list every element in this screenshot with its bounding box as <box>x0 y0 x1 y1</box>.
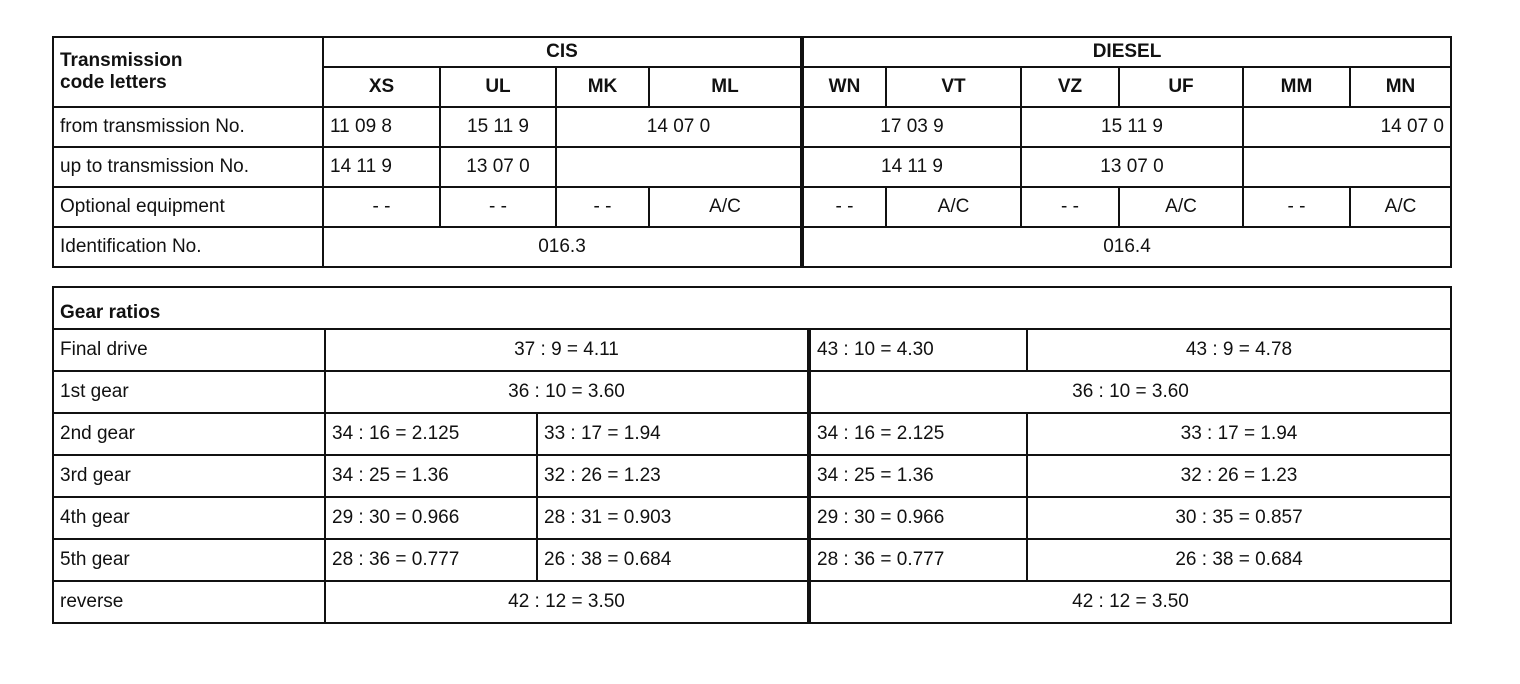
code-ul: UL <box>440 67 556 107</box>
code-xs: XS <box>323 67 440 107</box>
gear-ratios-table <box>52 286 1452 624</box>
cell-value: 32 : 26 = 1.23 <box>537 455 809 497</box>
gear-row-reverse <box>53 581 1451 623</box>
cell-value: 32 : 26 = 1.23 <box>1027 455 1451 497</box>
cell-value: A/C <box>1119 187 1243 227</box>
cell-value: A/C <box>649 187 802 227</box>
cell-value: 15 11 9 <box>1021 107 1243 147</box>
cell-value: 34 : 25 = 1.36 <box>809 455 1027 497</box>
cell-value: 43 : 10 = 4.30 <box>809 329 1027 371</box>
cell-value: - - <box>1021 187 1119 227</box>
code-mm: MM <box>1243 67 1350 107</box>
cell-value: - - <box>802 187 886 227</box>
cell-value: A/C <box>1350 187 1451 227</box>
cell-value: 30 : 35 = 0.857 <box>1027 497 1451 539</box>
code-vt: VT <box>886 67 1021 107</box>
gear-row-3rd <box>53 455 1451 497</box>
gear-row-final-drive <box>53 329 1451 371</box>
row-identification <box>53 227 1451 267</box>
cell-value: 33 : 17 = 1.94 <box>537 413 809 455</box>
cell-value: 34 : 16 = 2.125 <box>325 413 537 455</box>
cell-value: 33 : 17 = 1.94 <box>1027 413 1451 455</box>
header-label-text: Transmission code letters <box>60 50 183 93</box>
cell-value: - - <box>440 187 556 227</box>
row-label: 5th gear <box>53 539 325 581</box>
cell-value <box>1243 147 1451 187</box>
cell-value: 29 : 30 = 0.966 <box>325 497 537 539</box>
cell-value: - - <box>556 187 649 227</box>
header-label <box>53 37 323 107</box>
transmission-spec-table <box>52 36 1452 268</box>
row-up-to-transmission <box>53 147 1451 187</box>
cell-value: 14 11 9 <box>323 147 440 187</box>
row-label: Final drive <box>53 329 325 371</box>
code-vz: VZ <box>1021 67 1119 107</box>
cell-value: 15 11 9 <box>440 107 556 147</box>
row-label: Optional equipment <box>53 187 323 227</box>
cell-value: 42 : 12 = 3.50 <box>325 581 809 623</box>
cell-value: 016.3 <box>323 227 802 267</box>
row-label: Identification No. <box>53 227 323 267</box>
cell-value: 14 07 0 <box>556 107 802 147</box>
gear-row-1st <box>53 371 1451 413</box>
cell-value: 28 : 36 = 0.777 <box>809 539 1027 581</box>
row-label: up to transmission No. <box>53 147 323 187</box>
cell-value: 42 : 12 = 3.50 <box>809 581 1451 623</box>
gear-row-4th <box>53 497 1451 539</box>
row-label: reverse <box>53 581 325 623</box>
group-diesel: DIESEL <box>802 37 1451 67</box>
row-label: 1st gear <box>53 371 325 413</box>
cell-value: 26 : 38 = 0.684 <box>1027 539 1451 581</box>
row-from-transmission <box>53 107 1451 147</box>
gear-ratios-title: Gear ratios <box>53 287 1451 329</box>
cell-value <box>556 147 802 187</box>
code-wn: WN <box>802 67 886 107</box>
cell-value: 17 03 9 <box>802 107 1021 147</box>
row-label: 4th gear <box>53 497 325 539</box>
cell-value: 14 11 9 <box>802 147 1021 187</box>
cell-value: 43 : 9 = 4.78 <box>1027 329 1451 371</box>
row-label: 2nd gear <box>53 413 325 455</box>
code-ml: ML <box>649 67 802 107</box>
cell-value: - - <box>323 187 440 227</box>
row-optional-equipment <box>53 187 1451 227</box>
code-mn: MN <box>1350 67 1451 107</box>
code-mk: MK <box>556 67 649 107</box>
group-cis: CIS <box>323 37 802 67</box>
cell-value: A/C <box>886 187 1021 227</box>
cell-value: 36 : 10 = 3.60 <box>325 371 809 413</box>
cell-value: 13 07 0 <box>1021 147 1243 187</box>
cell-value: 34 : 16 = 2.125 <box>809 413 1027 455</box>
cell-value: 29 : 30 = 0.966 <box>809 497 1027 539</box>
cell-value: 11 09 8 <box>323 107 440 147</box>
cell-value: 34 : 25 = 1.36 <box>325 455 537 497</box>
cell-value: 13 07 0 <box>440 147 556 187</box>
row-label: 3rd gear <box>53 455 325 497</box>
cell-value: 28 : 31 = 0.903 <box>537 497 809 539</box>
cell-value: 37 : 9 = 4.11 <box>325 329 809 371</box>
gear-row-2nd <box>53 413 1451 455</box>
code-uf: UF <box>1119 67 1243 107</box>
gear-row-5th <box>53 539 1451 581</box>
cell-value: 14 07 0 <box>1243 107 1451 147</box>
cell-value: 26 : 38 = 0.684 <box>537 539 809 581</box>
row-label: from transmission No. <box>53 107 323 147</box>
cell-value: 36 : 10 = 3.60 <box>809 371 1451 413</box>
cell-value: 016.4 <box>802 227 1451 267</box>
cell-value: 28 : 36 = 0.777 <box>325 539 537 581</box>
cell-value: - - <box>1243 187 1350 227</box>
